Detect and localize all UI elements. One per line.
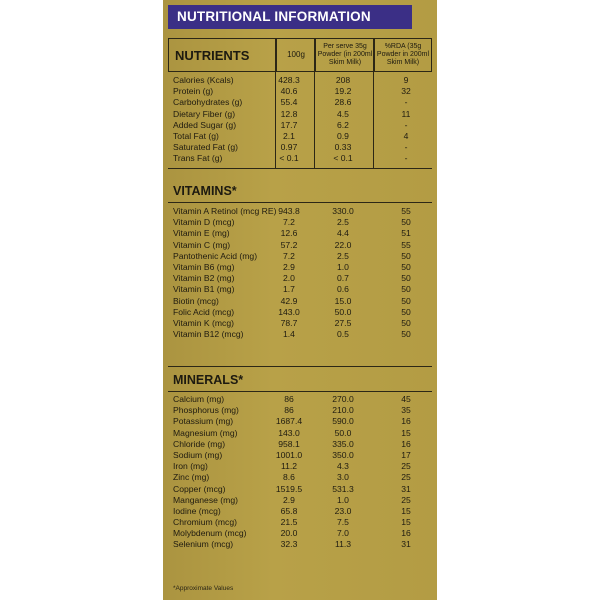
table-row [173, 86, 432, 97]
value-per-100g: 11.2 [280, 461, 298, 472]
value-rda: 25 [401, 494, 411, 505]
nutrient-name: Phosphorus (mg) [173, 405, 239, 416]
value-per-100g: 2.9 [283, 261, 295, 272]
value-per-serve: 590.0 [332, 416, 354, 427]
value-per-100g: 1.4 [283, 329, 295, 340]
value-rda: - [404, 97, 408, 108]
value-per-serve: 27.5 [334, 317, 352, 328]
table-row [173, 142, 432, 153]
table-row [173, 528, 432, 539]
value-rda: 9 [403, 75, 409, 85]
value-per-100g: 21.5 [280, 517, 298, 528]
value-rda: 15 [401, 505, 411, 516]
nutrient-name: Calcium (mg) [173, 394, 225, 404]
value-per-serve: 23.0 [334, 505, 352, 516]
value-per-serve: 210.0 [332, 405, 354, 416]
footnote: *Approximate Values [173, 585, 234, 592]
col-rda-header: %RDA (35g Powder in 200ml Skim Milk) [376, 43, 430, 66]
value-rda: 31 [401, 483, 411, 494]
value-per-100g: 2.0 [283, 273, 295, 284]
value-per-serve: 19.2 [334, 86, 352, 97]
value-rda: 16 [401, 416, 411, 427]
value-per-100g: 12.6 [280, 228, 298, 239]
value-rda: 35 [401, 405, 411, 416]
value-per-100g: 7.2 [283, 250, 295, 261]
nutrient-name: Iron (mg) [173, 461, 208, 472]
value-per-100g: 20.0 [280, 528, 298, 539]
nutrition-label-panel [163, 0, 437, 600]
value-per-100g: 1687.4 [275, 416, 303, 427]
nutrient-name: Vitamin B2 (mg) [173, 273, 235, 284]
column-divider [314, 38, 315, 168]
value-per-100g: 32.3 [280, 539, 298, 550]
value-per-serve: 2.5 [337, 217, 349, 228]
value-per-100g: 428.3 [278, 75, 300, 85]
value-per-serve: 7.5 [337, 517, 349, 528]
value-per-100g: 86 [284, 405, 294, 416]
value-rda: 50 [401, 217, 411, 228]
value-per-serve: 15.0 [334, 295, 352, 306]
value-rda: - [404, 142, 408, 153]
nutrient-name: Folic Acid (mcg) [173, 306, 235, 317]
table-row [173, 472, 432, 483]
nutrient-name: Copper (mcg) [173, 483, 226, 494]
table-row [173, 109, 432, 120]
value-per-serve: 350.0 [332, 449, 354, 460]
nutrient-name: Vitamin B6 (mg) [173, 261, 235, 272]
value-rda: 25 [401, 461, 411, 472]
value-rda: 16 [401, 438, 411, 449]
table-row [173, 405, 432, 416]
value-per-serve: 335.0 [332, 438, 354, 449]
value-per-serve: 208 [335, 75, 351, 85]
nutrient-name: Vitamin D (mcg) [173, 217, 235, 228]
value-per-serve: 3.0 [337, 472, 349, 483]
section-divider [168, 202, 432, 203]
value-per-100g: 143.0 [278, 306, 300, 317]
value-per-100g: < 0.1 [279, 153, 299, 164]
value-rda: 4 [403, 130, 409, 141]
table-row [173, 307, 432, 318]
value-per-serve: 2.5 [337, 250, 349, 261]
value-rda: 11 [401, 108, 411, 119]
value-per-serve: 1.0 [337, 261, 349, 272]
section-divider [168, 366, 432, 367]
column-divider [275, 38, 276, 168]
nutrient-name: Potassium (mg) [173, 416, 234, 427]
value-per-serve: 28.6 [334, 97, 352, 108]
value-per-100g: 1.7 [283, 284, 295, 295]
value-per-100g: 55.4 [280, 97, 298, 108]
value-per-serve: 0.7 [337, 273, 349, 284]
vitamins-heading: VITAMINS* [173, 184, 237, 198]
value-per-100g: 943.8 [278, 206, 300, 216]
nutrient-name: Vitamin K (mcg) [173, 317, 234, 328]
table-row [173, 329, 432, 340]
value-rda: 25 [401, 472, 411, 483]
table-row [173, 296, 432, 307]
value-rda: 16 [401, 528, 411, 539]
value-per-100g: 17.7 [280, 119, 298, 130]
value-rda: 15 [401, 427, 411, 438]
value-rda: 50 [401, 273, 411, 284]
value-rda: 55 [401, 206, 411, 216]
table-row [173, 153, 432, 164]
value-per-serve: 0.9 [337, 130, 349, 141]
minerals-list [173, 394, 432, 551]
value-per-serve: 330.0 [332, 206, 354, 216]
value-per-serve: 4.5 [337, 108, 349, 119]
table-row [173, 97, 432, 108]
table-row [173, 517, 432, 528]
value-rda: 55 [401, 239, 411, 250]
table-row [173, 131, 432, 142]
value-per-100g: 2.9 [283, 494, 295, 505]
value-per-100g: 40.6 [280, 86, 298, 97]
value-rda: 45 [401, 394, 411, 404]
table-row [173, 75, 432, 86]
value-rda: 51 [401, 228, 411, 239]
value-rda: 17 [401, 449, 411, 460]
nutrient-name: Selenium (mcg) [173, 539, 234, 550]
value-per-100g: 7.2 [283, 217, 295, 228]
table-row [173, 539, 432, 550]
column-divider [373, 38, 374, 168]
nutrient-name: Iodine (mcg) [173, 505, 221, 516]
table-row [173, 318, 432, 329]
col-per-serve-header: Per serve 35g Powder (in 200ml Skim Milk) [317, 43, 373, 66]
table-row [173, 394, 432, 405]
section-divider [168, 391, 432, 392]
nutrient-name: Vitamin E (mg) [173, 228, 230, 239]
nutrient-name: Chloride (mg) [173, 438, 226, 449]
value-per-serve: 6.2 [337, 119, 349, 130]
table-row [173, 484, 432, 495]
table-row [173, 273, 432, 284]
value-rda: 50 [401, 250, 411, 261]
nutrient-name: Saturated Fat (g) [173, 142, 238, 153]
table-row [173, 428, 432, 439]
table-row [173, 120, 432, 131]
nutrient-name: Carbohydrates (g) [173, 97, 243, 108]
value-rda: - [404, 153, 408, 164]
value-per-100g: 958.1 [278, 438, 300, 449]
value-per-100g: 0.97 [280, 142, 298, 153]
nutrient-name: Protein (g) [173, 86, 214, 97]
nutrient-name: Vitamin A Retinol (mcg RE) [173, 206, 277, 216]
table-row [173, 439, 432, 450]
table-row [173, 228, 432, 239]
value-per-100g: 8.6 [283, 472, 295, 483]
value-per-100g: 12.8 [280, 108, 298, 119]
value-per-serve: 1.0 [337, 494, 349, 505]
table-row [173, 206, 432, 217]
value-per-serve: 270.0 [332, 394, 354, 404]
table-row [173, 284, 432, 295]
value-per-serve: 0.33 [334, 142, 352, 153]
value-per-100g: 86 [284, 394, 294, 404]
table-row [173, 506, 432, 517]
nutrients-label: NUTRIENTS [175, 47, 250, 63]
nutrient-name: Trans Fat (g) [173, 153, 223, 164]
nutrient-name: Calories (Kcals) [173, 75, 234, 85]
value-per-100g: 1519.5 [275, 483, 303, 494]
value-per-100g: 2.1 [283, 130, 295, 141]
value-per-100g: 143.0 [278, 427, 300, 438]
nutrient-name: Zinc (mg) [173, 472, 210, 483]
table-row [173, 262, 432, 273]
value-per-100g: 78.7 [280, 317, 298, 328]
table-row [173, 450, 432, 461]
value-per-100g: 65.8 [280, 505, 298, 516]
value-rda: 15 [401, 517, 411, 528]
value-per-serve: 50.0 [334, 306, 352, 317]
value-rda: 50 [401, 261, 411, 272]
nutrient-name: Vitamin C (mg) [173, 239, 231, 250]
nutrient-name: Added Sugar (g) [173, 119, 237, 130]
col-100g-header: 100g [287, 50, 305, 59]
value-per-serve: 0.5 [337, 329, 349, 340]
nutrients-list [173, 75, 432, 165]
value-rda: 50 [401, 284, 411, 295]
nutrient-name: Vitamin B1 (mg) [173, 284, 235, 295]
table-row [173, 240, 432, 251]
value-per-serve: < 0.1 [333, 153, 353, 164]
nutrient-name: Dietary Fiber (g) [173, 108, 236, 119]
value-per-serve: 11.3 [334, 539, 352, 550]
vitamins-list [173, 206, 432, 340]
value-rda: 50 [401, 306, 411, 317]
value-rda: 50 [401, 329, 411, 340]
nutrient-name: Pantothenic Acid (mg) [173, 250, 258, 261]
value-per-serve: 7.0 [337, 528, 349, 539]
value-rda: - [404, 119, 408, 130]
table-header-row [168, 38, 432, 72]
nutrient-name: Sodium (mg) [173, 449, 223, 460]
value-rda: 50 [401, 295, 411, 306]
value-per-serve: 0.6 [337, 284, 349, 295]
table-row [173, 461, 432, 472]
value-rda: 31 [401, 539, 411, 550]
value-per-serve: 4.3 [337, 461, 349, 472]
nutrient-name: Chromium (mcg) [173, 517, 237, 528]
nutrient-name: Molybdenum (mcg) [173, 528, 247, 539]
table-row [173, 251, 432, 262]
value-per-100g: 1001.0 [275, 449, 303, 460]
value-rda: 50 [401, 317, 411, 328]
nutrition-header: NUTRITIONAL INFORMATION [168, 5, 412, 29]
nutrient-name: Vitamin B12 (mcg) [173, 329, 244, 340]
value-per-100g: 57.2 [280, 239, 298, 250]
nutrient-name: Total Fat (g) [173, 130, 219, 141]
value-per-serve: 531.3 [332, 483, 354, 494]
nutrient-name: Biotin (mcg) [173, 295, 219, 306]
value-per-100g: 42.9 [280, 295, 298, 306]
value-rda: 32 [401, 86, 411, 97]
value-per-serve: 50.0 [334, 427, 352, 438]
value-per-serve: 22.0 [334, 239, 352, 250]
value-per-serve: 4.4 [337, 228, 349, 239]
table-row [173, 495, 432, 506]
table-row [173, 416, 432, 427]
section-divider [168, 168, 432, 169]
nutrient-name: Manganese (mg) [173, 494, 238, 505]
table-row [173, 217, 432, 228]
minerals-heading: MINERALS* [173, 373, 244, 387]
nutrient-name: Magnesium (mg) [173, 427, 238, 438]
